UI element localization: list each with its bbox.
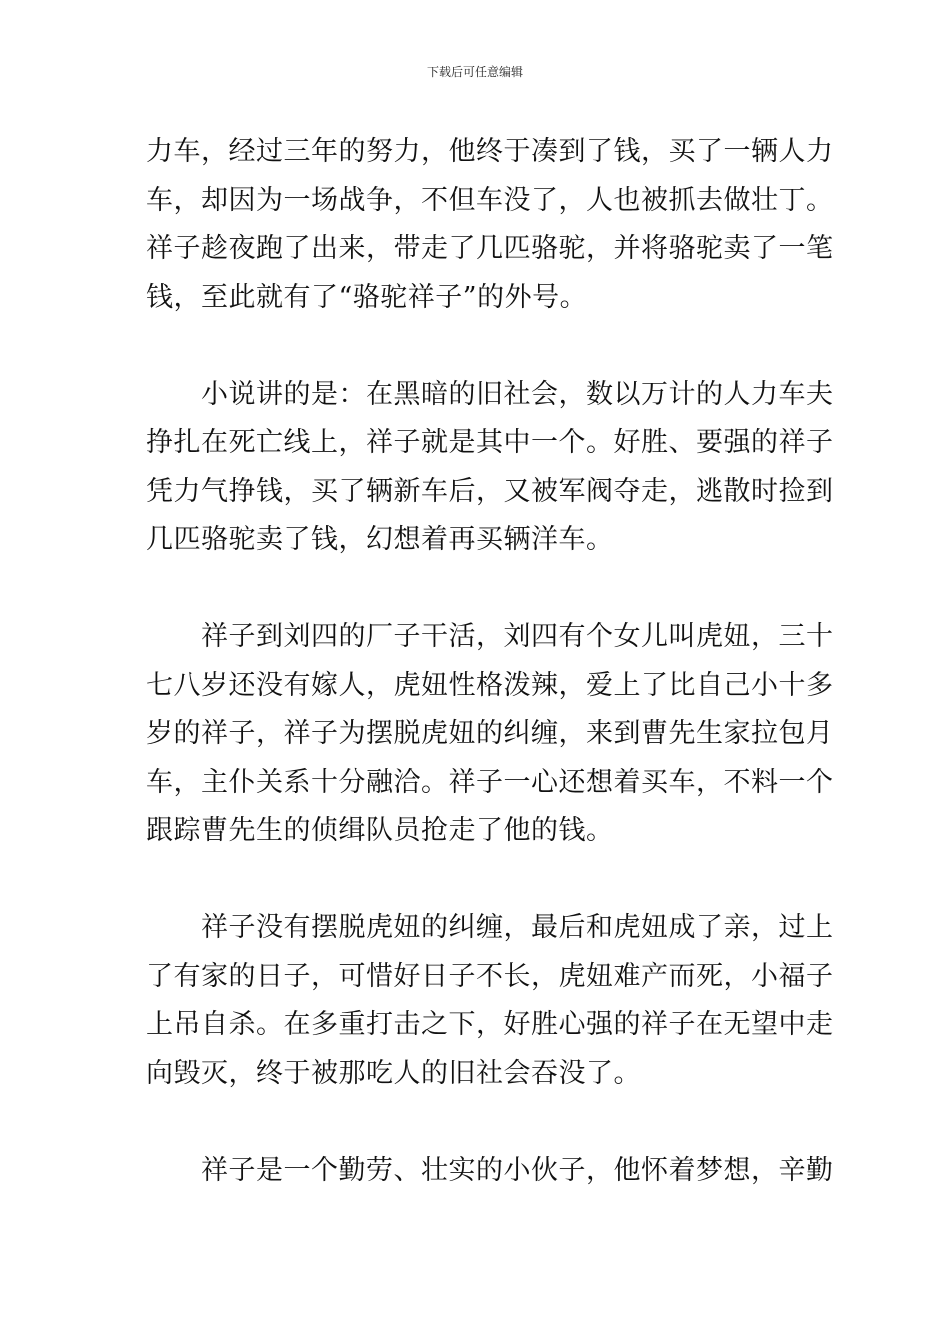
paragraph-spacer — [146, 322, 810, 371]
paragraph-spacer — [146, 565, 810, 614]
page-header: 下载后可任意编辑 — [426, 65, 523, 79]
text-line: 小说讲的是：在黑暗的旧社会，数以万计的人力车夫 — [146, 378, 834, 410]
paragraph-spacer — [146, 856, 810, 905]
text-line: 车，却因为一场战争，不但车没了，人也被抓去做壮丁。 — [146, 184, 834, 216]
text-line: 力车，经过三年的努力，他终于凑到了钱，买了一辆人力 — [146, 136, 834, 167]
paragraph — [146, 904, 834, 1098]
text-line: 岁的祥子，祥子为摆脱虎妞的纠缠，来到曹先生家拉包月 — [146, 718, 834, 749]
document-body — [146, 128, 834, 1195]
paragraph — [146, 613, 834, 856]
text-line: 向毁灭，终于被那吃人的旧社会吞没了。 — [146, 1057, 641, 1089]
text-line: 祥子没有摆脱虎妞的纠缠，最后和虎妞成了亲，过上 — [146, 912, 834, 943]
text-line: 祥子到刘四的厂子干活，刘四有个女儿叫虎妞，三十 — [146, 621, 834, 652]
text-line: 祥子是一个勤劳、壮实的小伙子，他怀着梦想，辛勤 — [146, 1154, 834, 1186]
text-line: 七八岁还没有嫁人，虎妞性格泼辣，爱上了比自己小十多 — [146, 669, 834, 701]
text-line: 了有家的日子，可惜好日子不长，虎妞难产而死，小福子 — [146, 960, 834, 992]
text-line: 钱，至此就有了“骆驼祥子”的外号。 — [146, 281, 588, 313]
text-line: 几匹骆驼卖了钱，幻想着再买辆洋车。 — [146, 524, 614, 555]
text-line: 凭力气挣钱，买了辆新车后，又被军阀夺走，逃散时捡到 — [146, 475, 834, 507]
paragraph — [146, 128, 834, 322]
text-line: 跟踪曹先生的侦缉队员抢走了他的钱。 — [146, 815, 614, 846]
text-line: 挣扎在死亡线上，祥子就是其中一个。好胜、要强的祥子 — [146, 427, 834, 458]
paragraph — [146, 1147, 834, 1196]
text-line: 上吊自杀。在多重打击之下，好胜心强的祥子在无望中走 — [146, 1009, 834, 1040]
paragraph-spacer — [146, 1098, 810, 1147]
text-line: 车，主仆关系十分融洽。祥子一心还想着买车，不料一个 — [146, 766, 834, 798]
text-line: 祥子趁夜跑了出来，带走了几匹骆驼，并将骆驼卖了一笔 — [146, 233, 834, 264]
paragraph — [146, 371, 834, 565]
